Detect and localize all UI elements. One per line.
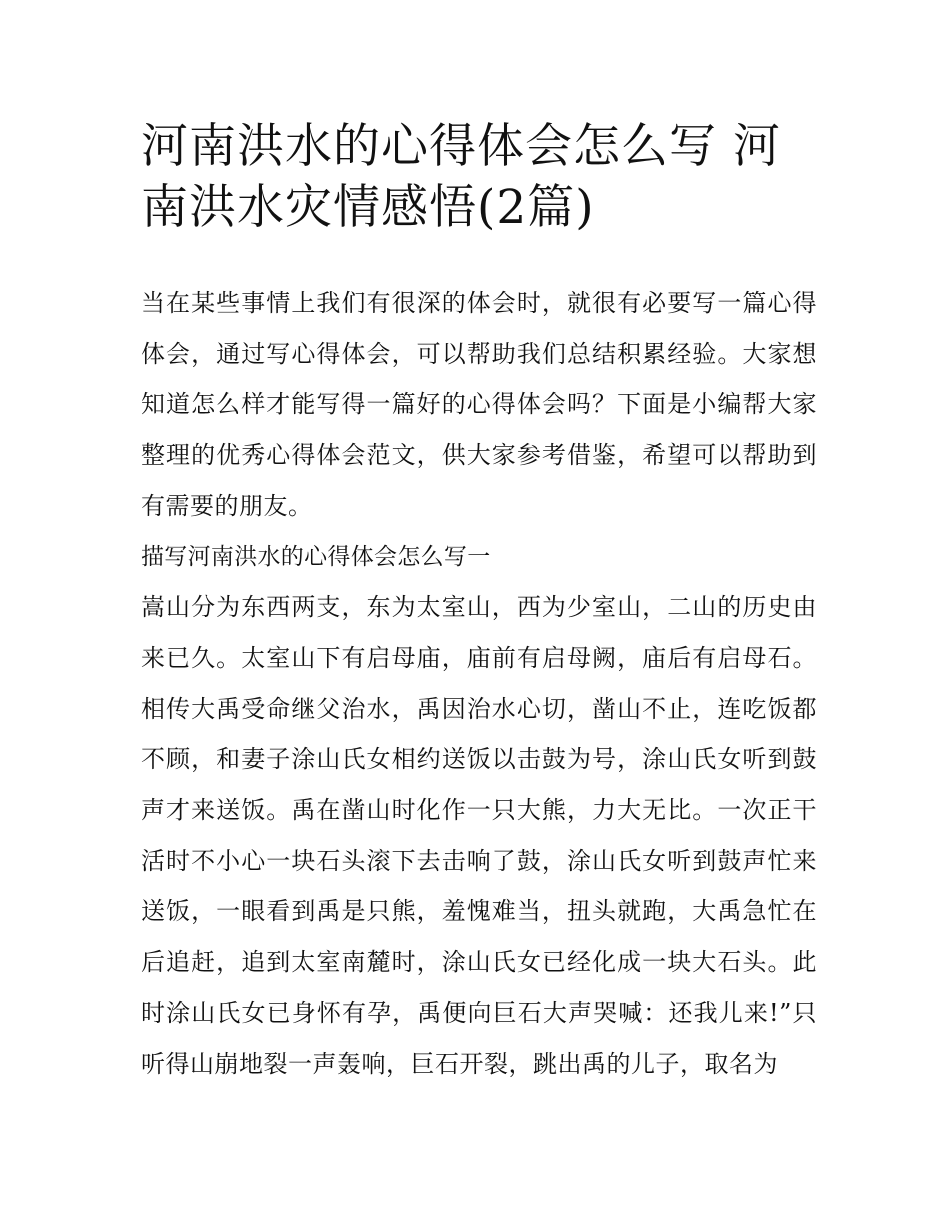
intro-paragraph: 当在某些事情上我们有很深的体会时，就很有必要写一篇心得体会，通过写心得体会，可以帮助我们总结积累经验。大家想知道怎么样才能写得一篇好的心得体会吗？下面是小编帮大家整理的优秀心得体会范文，供大家参考借鉴，希望可以帮助到有需要的朋友。 xyxy=(141,289,817,520)
section-heading: 描写河南洪水的心得体会怎么写一 xyxy=(141,543,491,570)
section-paragraph: 嵩山分为东西两支，东为太室山，西为少室山，二山的历史由来已久。太室山下有启母庙，庙前有启母阙，庙后有启母石。相传大禹受命继父治水，禹因治水心切，凿山不止，连吃饭都不顾，和妻子涂山氏女相约送饭以击鼓为号，涂山氏女听到鼓声才来送饭。禹在凿山时化作一只大熊，力大无比。一次正干活时不小心一块石头滚下去击响了鼓，涂山氏女听到鼓声忙来送饭，一眼看到禹是只熊，羞愧难当，扭头就跑，大禹急忙在后追赶，追到太室南麓时，涂山氏女已经化成一块大石头。此时涂山氏女已身怀有孕，禹便向巨石大声哭喊：还我儿来!”只听得山崩地裂一声轰响，巨石开裂，跳出禹的儿子，取名为 xyxy=(141,593,817,1078)
document-body xyxy=(141,278,817,1089)
document-title: 河南洪水的心得体会怎么写 河南洪水灾情感悟(2篇) xyxy=(141,119,781,235)
